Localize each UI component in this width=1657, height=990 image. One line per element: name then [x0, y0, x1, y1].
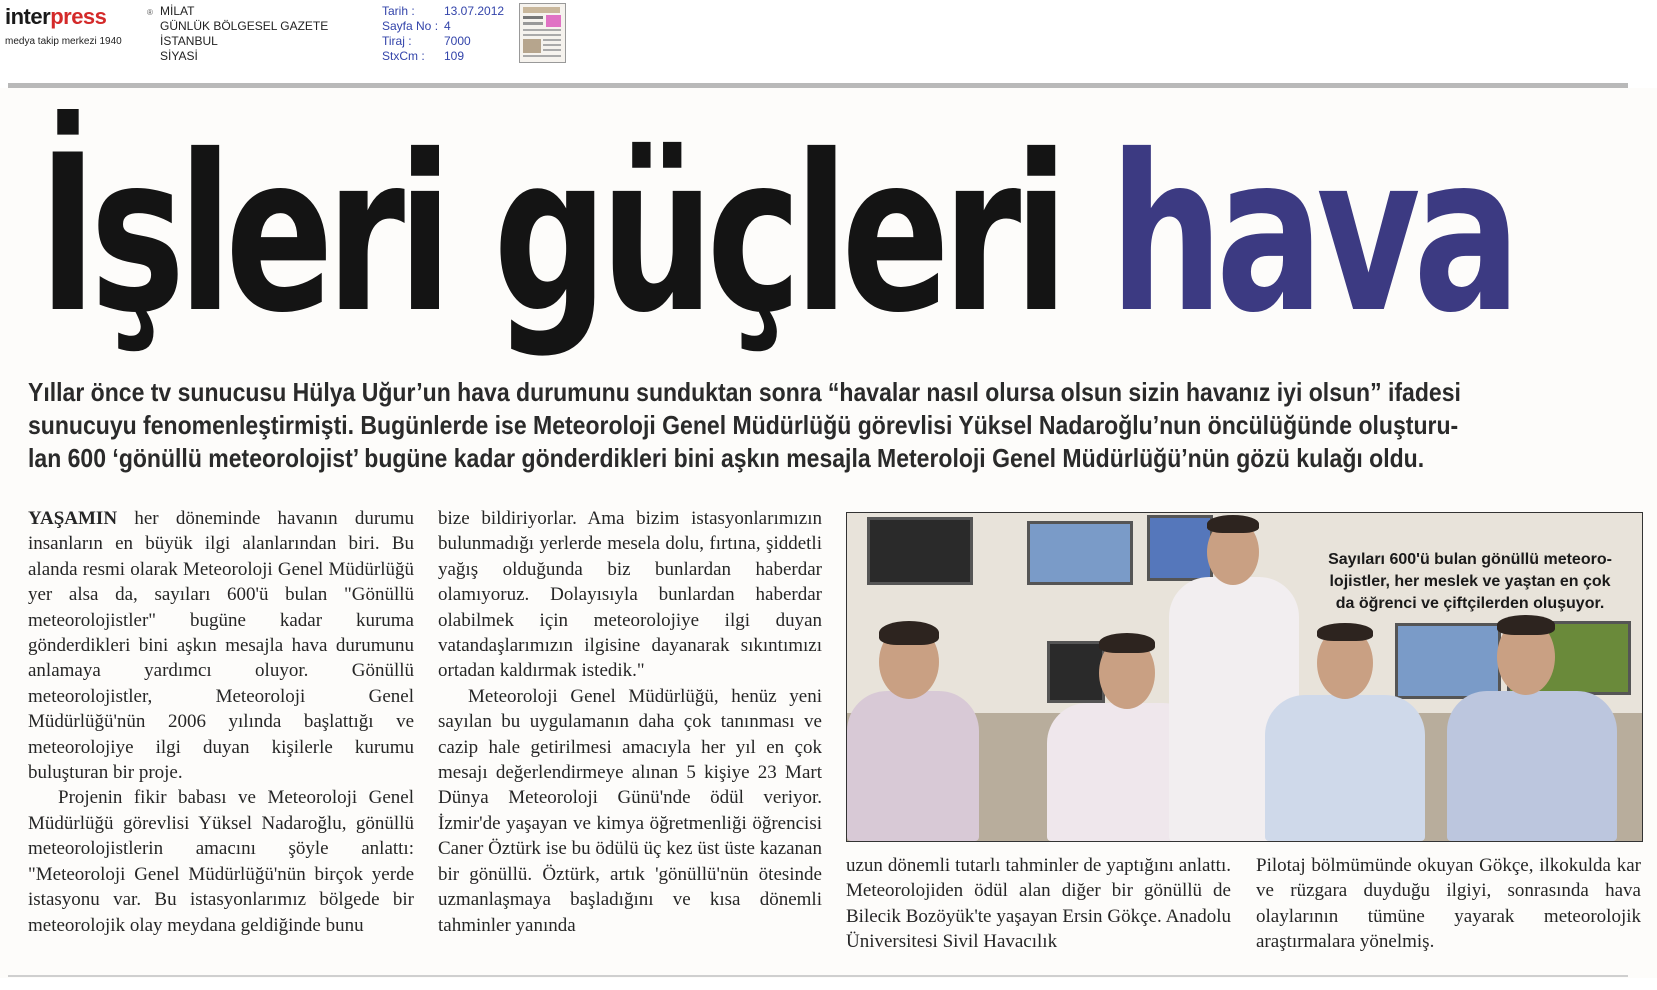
page-thumbnail[interactable] — [519, 3, 566, 63]
newspaper-article — [0, 88, 1657, 978]
monitor-image — [1027, 521, 1133, 585]
body-paragraph: Pilotaj bölmümünde okuyan Gökçe, ilkokulda kar ve rüzgara duyduğu ilgiyi, sonrasında hava olaylarının tümüne yayarak meteorolojik araştırmalara yönelmiş. — [1256, 855, 1641, 953]
monitor-image — [867, 517, 973, 585]
registered-mark: ® — [147, 8, 153, 17]
body-column-3 — [846, 853, 1231, 955]
body-column-4 — [1256, 853, 1641, 955]
monitor-image — [1395, 623, 1501, 699]
publication-category: SİYASİ — [160, 49, 198, 63]
publication-type: GÜNLÜK BÖLGESEL GAZETE — [160, 19, 329, 33]
meta-row-date: Tarih : 13.07.2012 — [382, 4, 505, 18]
logo-wordmark: interpress — [5, 4, 107, 29]
body-column-1 — [28, 506, 414, 938]
meta-row-stxcm: StxCm : 109 — [382, 49, 465, 63]
lead-word: YAŞAMIN — [28, 508, 118, 529]
interpress-logo — [5, 4, 155, 50]
standfirst-line: Yıllar önce tv sunucusu Hülya Uğur’un hava durumunu sunduktan sonra “havalar nasıl olursa olsun sizin havanız iyi olsun” ifadesi — [28, 377, 1461, 407]
publication-name: MİLAT — [160, 4, 195, 18]
clipping-header — [0, 0, 1657, 70]
article-headline: İşleri güçleri hava — [38, 109, 1514, 360]
monitor-image — [1047, 641, 1105, 703]
meta-row-circulation: Tiraj : 7000 — [382, 34, 471, 48]
body-paragraph: Meteoroloji Genel Müdürlüğü, henüz yeni sayılan bu uygulamanın daha çok tanınması ve cazip hale getirilmesi amacıyla her yıl en çok mesajı değerlendirmeye alınan 5 kişiye 23 Mart Dünya Meteoroloji Günü'nde ödül veriyor. İzmir'de yaşayan ve kimya öğretmenliği öğrencisi Caner Öztürk ise bu ödülü üç kez üst üste kazanan bir gönüllü. Öztürk, artık 'gönüllü'nün ötesinde uzmanlaşmaya başladığını ve kısa dönemli tahminler yanında — [438, 685, 822, 936]
monitor-image — [1147, 515, 1213, 581]
standfirst-line: lan 600 ‘gönüllü meteorolojist’ bugüne kadar gönderdikleri bini aşkın mesajla Meteroloji Genel Müdürlüğü’nün gözü kulağı oldu. — [28, 443, 1425, 473]
publication-info — [160, 4, 328, 64]
bottom-divider — [8, 975, 1628, 977]
body-paragraph: bize bildiriyorlar. Ama bizim istasyonlarımızın bulunmadığı yerlerde mesela dolu, fırtına, şiddetli yağış olduğunda biz bunlardan haberdar olamıyoruz. Dolayısıyla bunlardan haberdar olabilmek için meteorolojiye ilgi duyan vatandaşlarımızın ilgisine dayanarak sıkıntımızı ortadan kaldırmak istedik." — [438, 508, 822, 682]
body-paragraph: uzun dönemli tutarlı tahminler de yaptığını anlattı. Meteorolojiden ödül alan diğer bir gönüllü de Bilecik Bozöyük'te yaşayan Ersin Gökçe. Anadolu Üniversitesi Sivil Havacılık — [846, 855, 1231, 953]
body-column-2 — [438, 506, 822, 938]
article-photo[interactable] — [846, 512, 1643, 842]
body-paragraph: YAŞAMIN her döneminde havanın durumu insanların en büyük ilgi alanlarından biri. Bu alanda resmi olarak Meteoroloji Genel Müdürlüğü yer alsa da, sayıları 600'ü bulan "Gönüllü meteorolojistler" bugüne kadar kuruma gönderdikleri bini aşkın mesajla hava durumunu anlamaya yardımcı oluyor. Gönüllü meteorolojistler, Meteoroloji Genel Müdürlüğü'nün 2006 yılında başlattığı ve meteorolojiye ilgi duyan kişilerle kurumu buluşturan bir proje. — [28, 508, 415, 784]
article-standfirst — [28, 376, 1461, 475]
logo-tagline: medya takip merkezi 1940 — [5, 36, 122, 47]
photo-caption: Sayıları 600'ü bulan gönüllü meteoro- lojistler, her meslek ve yaştan en çok da öğrenci ve çiftçilerden oluşuyor. — [1328, 551, 1612, 612]
meta-row-page: Sayfa No : 4 — [382, 19, 451, 33]
clipping-meta — [382, 4, 504, 64]
publication-city: İSTANBUL — [160, 34, 218, 48]
standfirst-line: sunucuyu fenomenleştirmişti. Bugünlerde ise Meteoroloji Genel Müdürlüğü görevlisi Yüksel Nadaroğlu’nun öncülüğünde oluşturu- — [28, 410, 1459, 440]
body-paragraph: Projenin fikir babası ve Meteoroloji Genel Müdürlüğü görevlisi Yüksel Nadaroğlu, gönüllü meteorolojistlerin amacını şöyle anlattı: "Meteoroloji Genel Müdürlüğü'nün birçok yerde istasyonu var. Bu istasyonlarımız bölgede bir meteorolojik olay meydana geldiğinde bunu — [28, 787, 414, 936]
